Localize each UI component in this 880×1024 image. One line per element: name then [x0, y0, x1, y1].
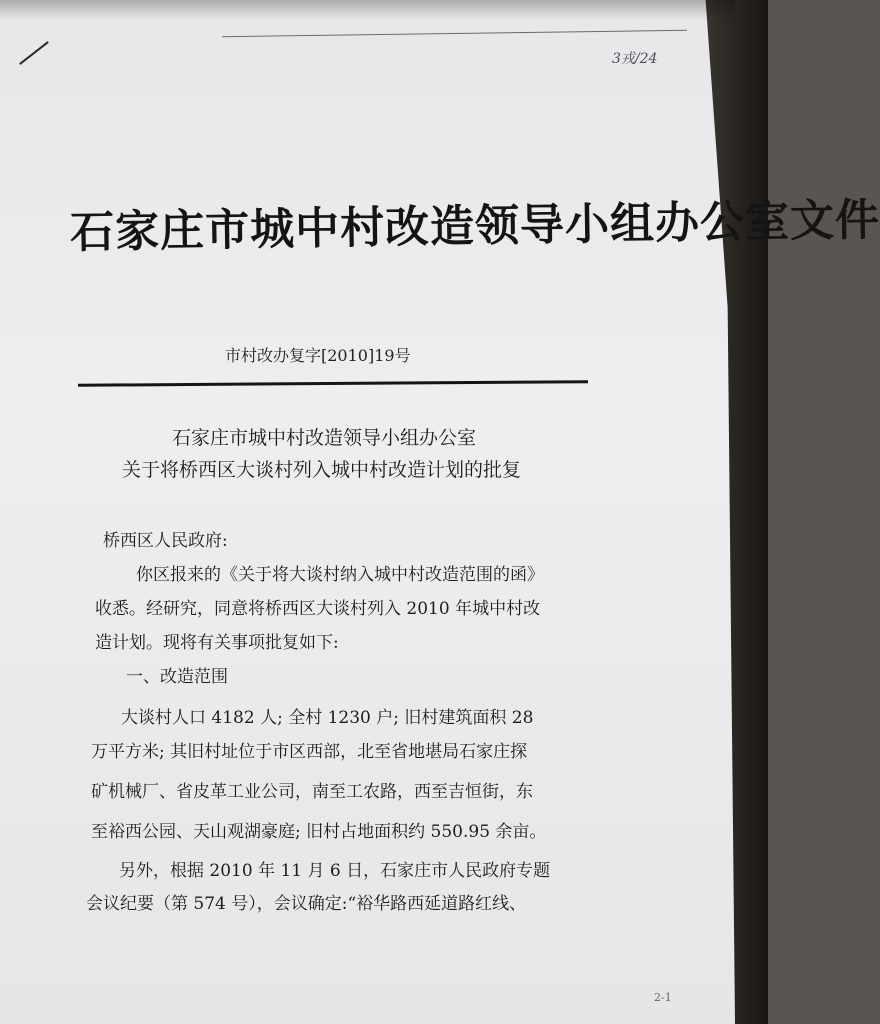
section-heading: 一、改造范围 — [126, 667, 228, 687]
paragraph-line: 收悉。经研究，同意将桥西区大谈村列入 2010 年城中村改 — [95, 599, 541, 619]
handwritten-note: 3戎/24 — [612, 51, 658, 67]
paragraph-line: 万平方米; 其旧村址位于市区西部，北至省地堪局石家庄探 — [91, 742, 528, 762]
paragraph-line: 矿机械厂、省皮革工业公司，南至工农路，西至吉恒街，东 — [91, 782, 533, 802]
document-title: 石家庄市城中村改造领导小组办公室文件 — [69, 194, 880, 259]
subtitle-line-2: 关于将桥西区大谈村列入城中村改造计划的批复 — [122, 459, 522, 481]
paragraph-line: 会议纪要（第 574 号），会议确定:“裕华路西延道路红线、 — [86, 894, 527, 914]
paragraph-line: 大谈村人口 4182 人; 全村 1230 户; 旧村建筑面积 28 — [121, 708, 534, 728]
page-number: 2-1 — [654, 991, 672, 1004]
paragraph-line: 你区报来的《关于将大谈村纳入城中村改造范围的函》 — [136, 565, 544, 585]
paragraph-line: 另外，根据 2010 年 11 月 6 日，石家庄市人民政府专题 — [119, 861, 551, 881]
paragraph-line: 至裕西公园、天山观湖豪庭; 旧村占地面积约 550.95 余亩。 — [91, 822, 547, 842]
document-number: 市村改办复字[2010]19号 — [225, 346, 411, 365]
paragraph-line: 造计划。现将有关事项批复如下: — [95, 633, 339, 653]
subtitle-line-1: 石家庄市城中村改造领导小组办公室 — [172, 427, 477, 449]
page-top-shadow — [0, 0, 735, 20]
salutation: 桥西区人民政府: — [103, 531, 228, 551]
